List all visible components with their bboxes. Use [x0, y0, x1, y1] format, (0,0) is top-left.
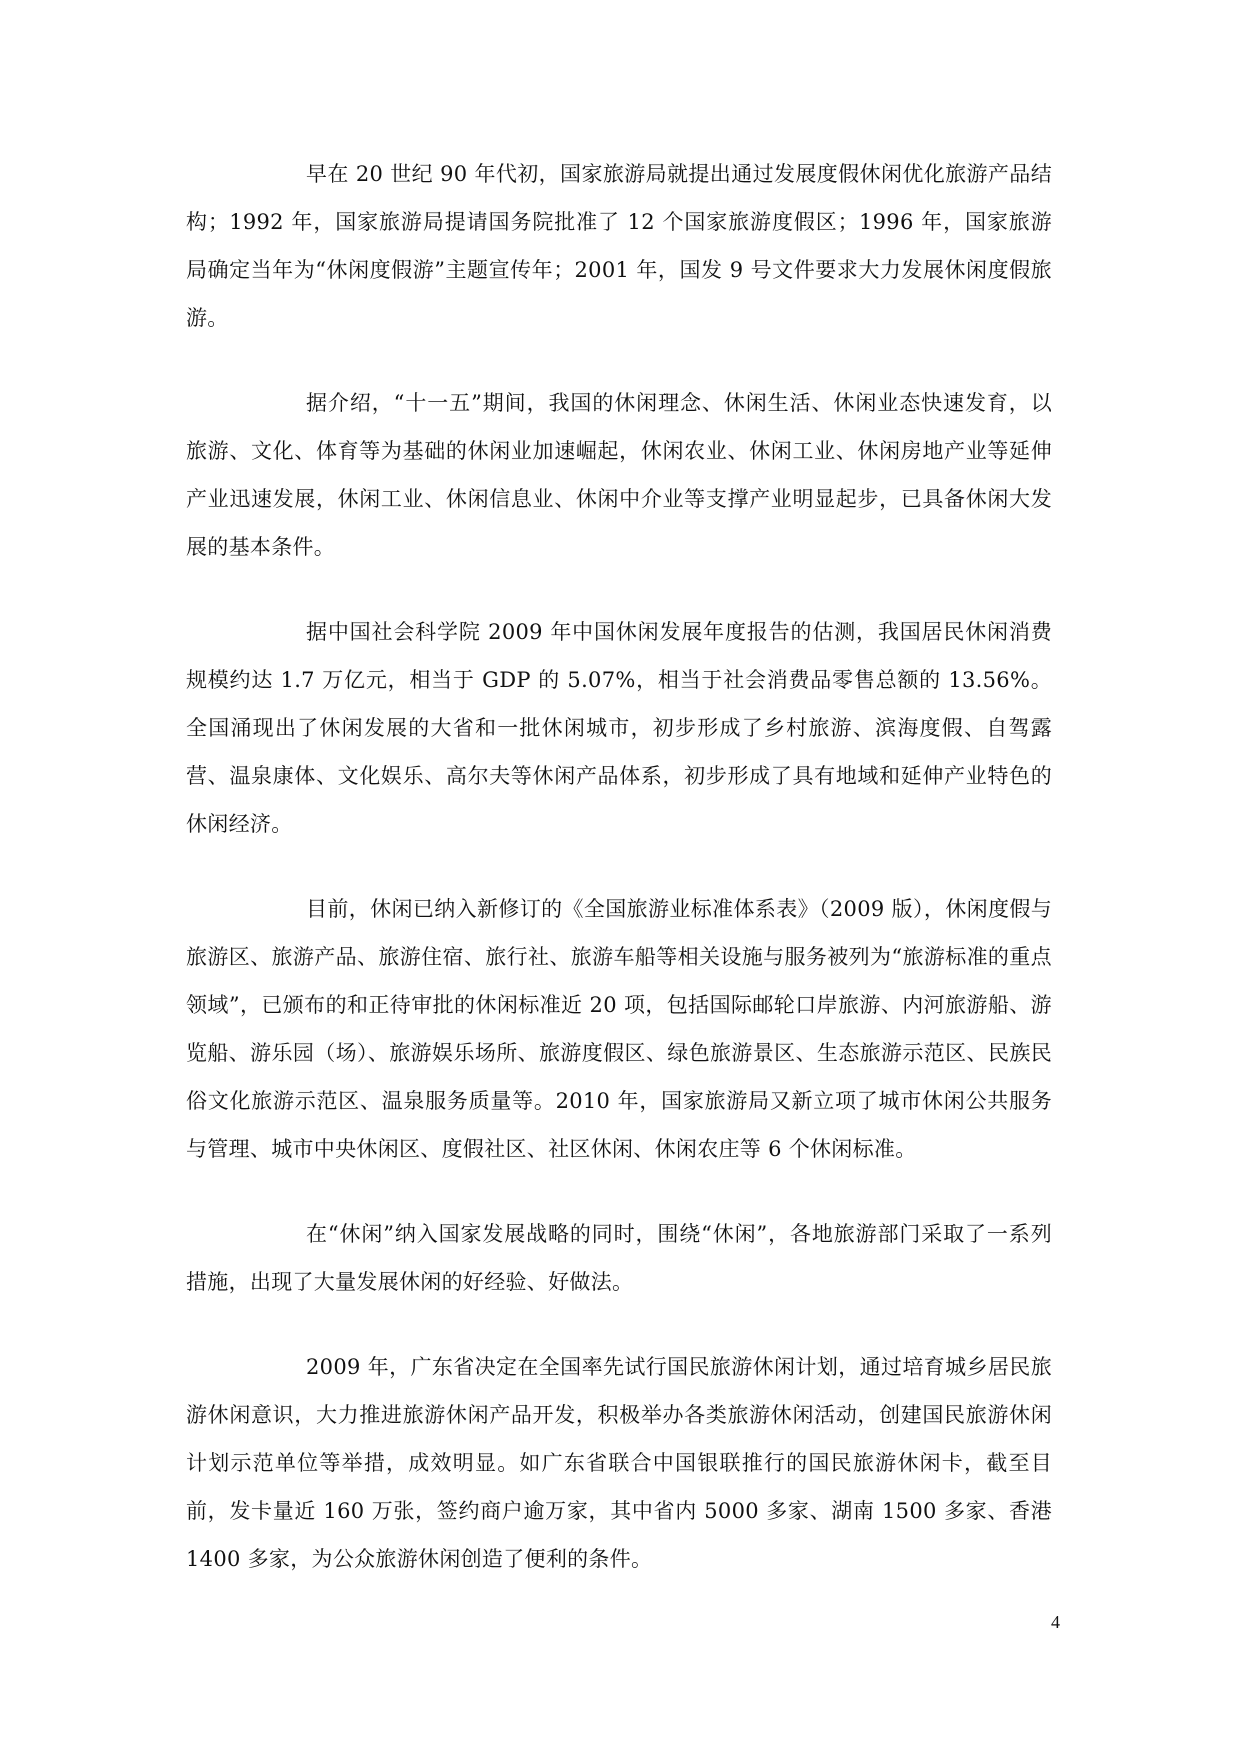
paragraph-3: 据中国社会科学院 2009 年中国休闲发展年度报告的估测，我国居民休闲消费规模约达 1.7 万亿元，相当于 GDP 的 5.07%，相当于社会消费品零售总额的 13.56%。全国涌现出了休闲发展的大省和一批休闲城市，初步形成了乡村旅游、滨海度假、自驾露营、温泉康体、文化娱乐、高尔夫等休闲产品体系，初步形成了具有地域和延伸产业特色的休闲经济。 — [186, 620, 1052, 836]
paragraph-1: 早在 20 世纪 90 年代初，国家旅游局就提出通过发展度假休闲优化旅游产品结构；1992 年，国家旅游局提请国务院批准了 12 个国家旅游度假区；1996 年，国家旅游局确定当年为“休闲度假游”主题宣传年；2001 年，国发 9 号文件要求大力发展休闲度假旅游。 — [186, 162, 1052, 330]
page-number: 4 — [1051, 1612, 1060, 1632]
paragraph-2: 据介绍，“十一五”期间，我国的休闲理念、休闲生活、休闲业态快速发育，以旅游、文化、体育等为基础的休闲业加速崛起，休闲农业、休闲工业、休闲房地产业等延伸产业迅速发展，休闲工业、休闲信息业、休闲中介业等支撑产业明显起步，已具备休闲大发展的基本条件。 — [186, 391, 1052, 559]
document-body — [186, 150, 1052, 1583]
paragraph-5: 在“休闲”纳入国家发展战略的同时，围绕“休闲”，各地旅游部门采取了一系列措施，出现了大量发展休闲的好经验、好做法。 — [186, 1222, 1052, 1294]
paragraph-6: 2009 年，广东省决定在全国率先试行国民旅游休闲计划，通过培育城乡居民旅游休闲意识，大力推进旅游休闲产品开发，积极举办各类旅游休闲活动，创建国民旅游休闲计划示范单位等举措，成效明显。如广东省联合中国银联推行的国民旅游休闲卡，截至目前，发卡量近 160 万张，签约商户逾万家，其中省内 5000 多家、湖南 1500 多家、香港 1400 多家，为公众旅游休闲创造了便利的条件。 — [186, 1355, 1052, 1571]
paragraph-4: 目前，休闲已纳入新修订的《全国旅游业标准体系表》（2009 版），休闲度假与旅游区、旅游产品、旅游住宿、旅行社、旅游车船等相关设施与服务被列为“旅游标准的重点领域”，已颁布的和正待审批的休闲标准近 20 项，包括国际邮轮口岸旅游、内河旅游船、游览船、游乐园（场）、旅游娱乐场所、旅游度假区、绿色旅游景区、生态旅游示范区、民族民俗文化旅游示范区、温泉服务质量等。2010 年，国家旅游局又新立项了城市休闲公共服务与管理、城市中央休闲区、度假社区、社区休闲、休闲农庄等 6 个休闲标准。 — [186, 897, 1052, 1161]
